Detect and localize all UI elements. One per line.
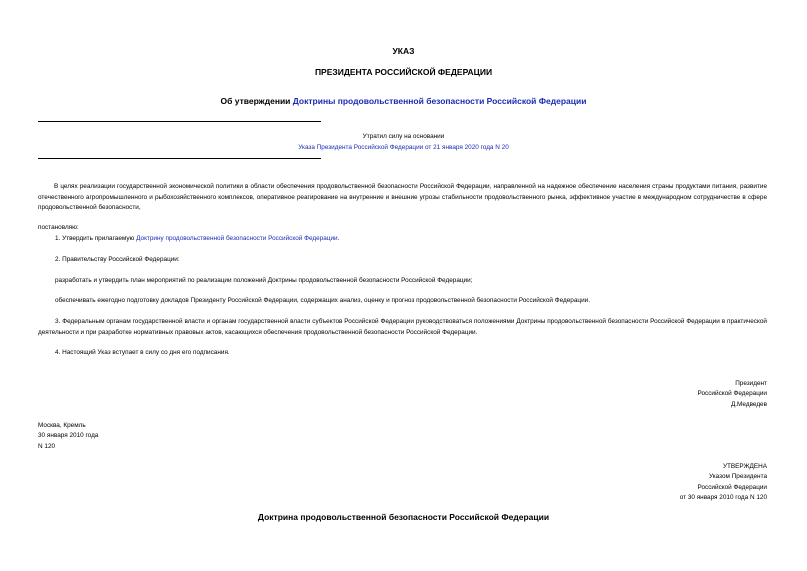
doctrine-link[interactable]: Доктрины продовольственной безопасности Российской Федерации [292, 96, 587, 106]
item-1 [55, 234, 339, 245]
item-1-text: 1. Утвердить прилагаемую [55, 235, 137, 242]
approval-line-3: Российской Федерации [697, 484, 767, 491]
decree-number: N 120 [38, 443, 56, 450]
decree-issuer: ПРЕЗИДЕНТА РОССИЙСКОЙ ФЕДЕРАЦИИ [314, 67, 493, 77]
repeal-decree-link[interactable]: Указа Президента Российской Федерации от 21 января 2020 года N 20 [298, 144, 509, 151]
doctrine-title: Доктрина продовольственной безопасности Российской Федерации [257, 512, 550, 522]
decree-word: постановляю: [38, 224, 79, 231]
item-1-suffix: . [337, 235, 340, 242]
preamble-paragraph: В целях реализации государственной экономической политики в области обеспечения продовольственной безопасности Российской Федерации, направленной на надежное обеспечение населения страны продуктами питания, развитие отечественного агропромышленного и рыбохозяйственного комплексов, оперативное реагирование на внутренние и внешние угрозы стабильности продовольственного рынка, эффективное участие в международном сотрудничестве в сфере продовольственной безопасности, [38, 183, 767, 211]
item-2-subitem-a: разработать и утвердить план мероприятий по реализации положений Доктрины продовольственной безопасности Российской Федерации; [55, 277, 473, 284]
date: 30 января 2010 года [38, 432, 99, 439]
approval-heading: УТВЕРЖДЕНА [722, 463, 767, 470]
signature-country: Российской Федерации [697, 390, 767, 397]
decree-title: УКАЗ [392, 46, 415, 56]
item-2: 2. Правительству Российской Федерации: [55, 256, 180, 263]
place: Москва, Кремль [38, 422, 86, 429]
divider-top [38, 121, 321, 122]
item-1-doctrine-link[interactable]: Доктрину продовольственной безопасности Российской Федерации [136, 235, 338, 242]
approval-line-4: от 30 января 2010 года N 120 [679, 494, 767, 501]
item-2-subitem-b: обеспечивать ежегодно подготовку докладов Президенту Российской Федерации, содержащих анализ, оценку и прогноз продовольственной безопасности Российской Федерации. [55, 297, 590, 304]
approval-line-2: Указом Президента [708, 473, 767, 480]
divider-bottom [38, 158, 321, 159]
repeal-notice: Утратил силу на основании [362, 133, 445, 140]
decree-subject [0, 96, 807, 106]
item-3: 3. Федеральным органам государственной власти и органам государственной власти субъектов Российской Федерации руководствоваться положениями Доктрины продовольственной безопасности Российской Федерации в практической деятельности и при разработке нормативных правовых актов, касающихся обеспечения продовольственной безопасности Российской Федерации. [38, 318, 767, 336]
signature-title: Президент [735, 380, 767, 387]
signature-name: Д.Медведев [730, 401, 767, 408]
item-4: 4. Настоящий Указ вступает в силу со дня его подписания. [55, 349, 230, 356]
decree-subject-prefix: Об утверждении [220, 96, 293, 106]
